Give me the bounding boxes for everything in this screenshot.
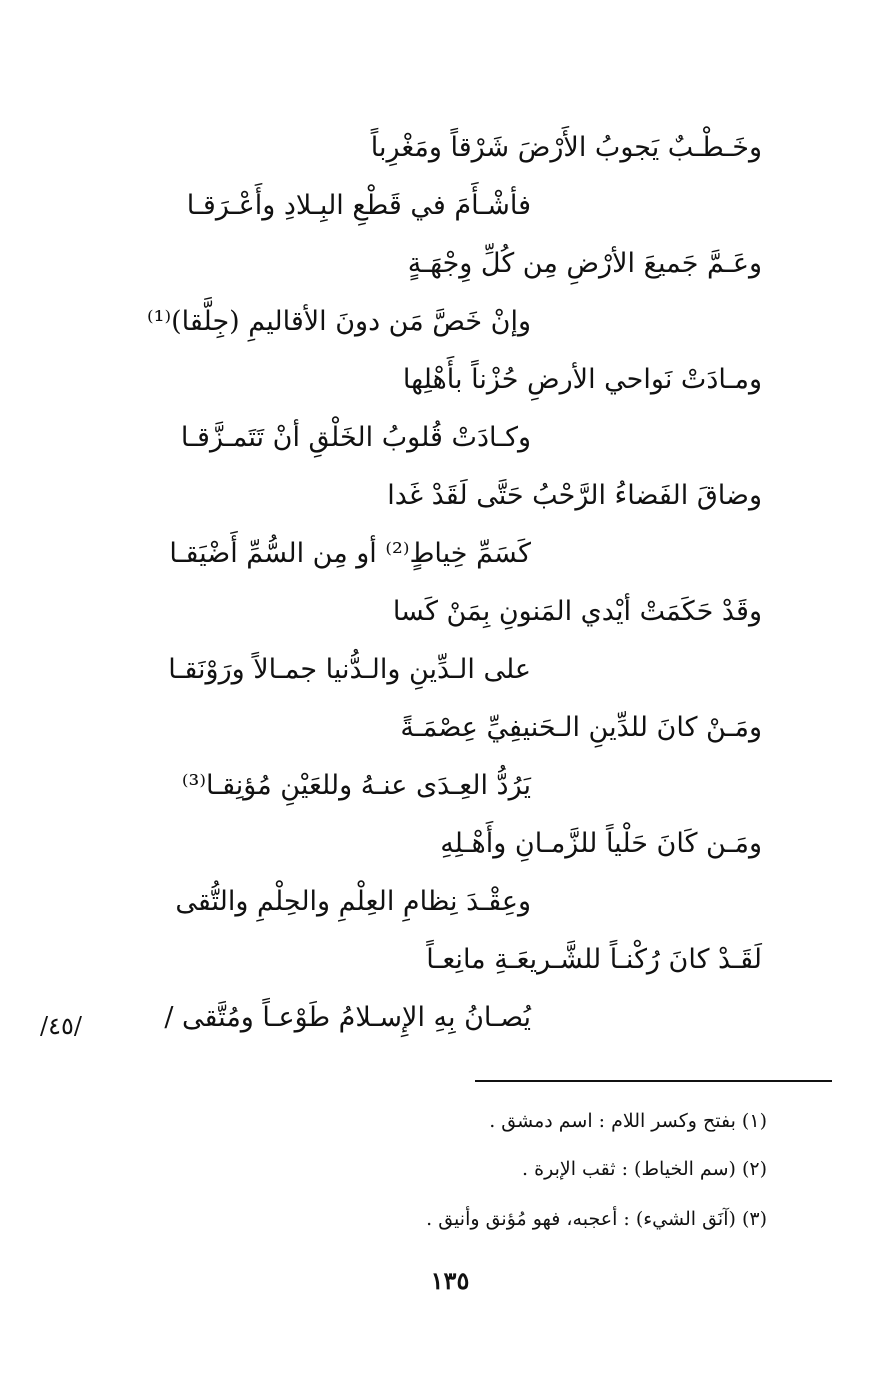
verse-4-second-hemistich: كَسَمِّ خِياطٍ⁽²⁾ أو مِن السُّمِّ أَضْيَقـا [169,538,531,569]
verse-1-first-hemistich: وخَـطْـبٌ يَجوبُ الأَرْضَ شَرْقاً ومَغْرِباً [370,132,762,163]
verse-1-second-hemistich: فأشْـأَمَ في قَطْعِ البِـلادِ وأَعْـرَقـا [186,190,531,221]
footnote-2: (٢) (سم الخياط) : ثقب الإبرة . [522,1158,767,1180]
verse-6-first-hemistich: ومَـنْ كانَ للدِّينِ الـحَنيفِيِّ عِصْمَـةً [400,712,762,743]
footnote-separator [475,1080,832,1082]
verse-4-first-hemistich: وضاقَ الفَضاءُ الرَّحْبُ حَتَّى لَقَدْ غَدا [387,480,762,511]
verse-7-second-hemistich: وعِقْـدَ نِظامِ العِلْمِ والحِلْمِ والتُّقى [175,886,531,917]
verse-8-first-hemistich: لَقَـدْ كانَ رُكْنـاً للشَّـريعَـةِ مانِعـاً [426,944,762,975]
verse-5-first-hemistich: وقَدْ حَكَمَتْ أيْدي المَنونِ بِمَنْ كَسا [392,596,762,627]
verse-3-first-hemistich: ومـادَتْ نَواحي الأرضِ حُزْناً بأَهْلِها [402,364,762,395]
manuscript-page-marker: /٤٥/ [40,1012,82,1040]
footnote-1: (١) بفتح وكسر اللام : اسم دمشق . [489,1110,767,1132]
footnote-3: (٣) (آنَق الشيء) : أعجبه، فهو مُؤنق وأنيق . [426,1208,767,1230]
verse-3-second-hemistich: وكـادَتْ قُلوبُ الخَلْقِ أنْ تَتَمـزَّقـا [180,422,531,453]
page-number: ١٣٥ [430,1266,470,1295]
verse-2-second-hemistich: وإنْ خَصَّ مَن دونَ الأقاليمِ (جِلَّقا)⁽¹⁾ [146,306,531,337]
verse-8-second-hemistich: يُصـانُ بِهِ الإِسـلامُ طَوْعـاً ومُتَّقى / [164,1002,531,1033]
verse-7-first-hemistich: ومَـن كَانَ حَلْياً للزَّمـانِ وأَهْـلِهِ [440,828,762,859]
verse-6-second-hemistich: يَرُدُّ العِـدَى عنـهُ وللعَيْنِ مُؤنِقـا⁽³⁾ [181,770,531,801]
verse-2-first-hemistich: وعَـمَّ جَميعَ الأرْضِ مِن كُلِّ وِجْهَـةٍ [407,248,762,279]
verse-5-second-hemistich: على الـدِّينِ والـدُّنيا جمـالاً ورَوْنَقـا [168,654,531,685]
